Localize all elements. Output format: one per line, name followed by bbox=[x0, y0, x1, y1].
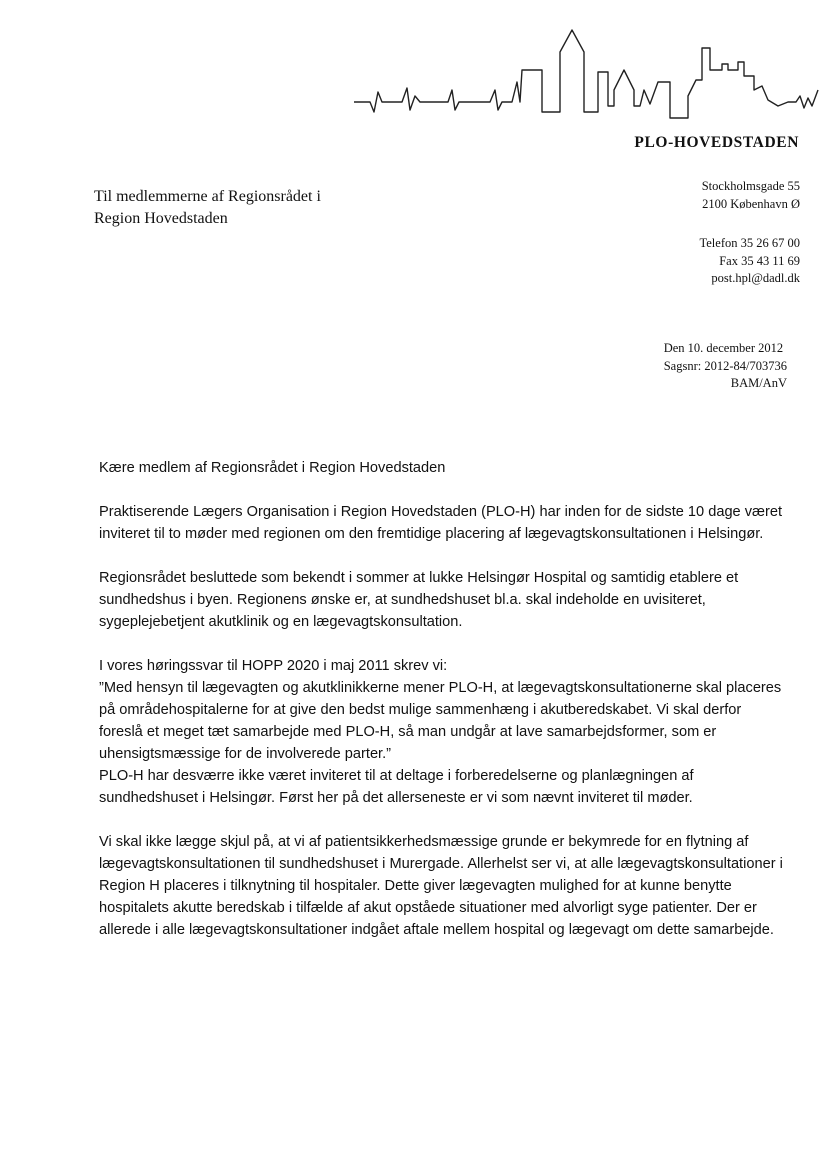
postal-city: 2100 København Ø bbox=[702, 196, 800, 211]
paragraph-3 bbox=[99, 655, 789, 809]
case-number: Sagsnr: 2012-84/703736 bbox=[663, 358, 787, 373]
street-address: Stockholmsgade 55 bbox=[701, 179, 800, 193]
author-initials: BAM/AnV bbox=[730, 376, 787, 390]
letter-meta bbox=[664, 340, 787, 393]
skyline-ecg-logo bbox=[352, 26, 822, 126]
recipient-line-1: Til medlemmerne af Regionsrådet i bbox=[94, 188, 321, 205]
salutation: Kære medlem af Regionsrådet i Region Hovedstaden bbox=[99, 460, 446, 476]
phone-number: Telefon 35 26 67 00 bbox=[699, 236, 800, 250]
paragraph-3-rest: PLO-H har desværre ikke været inviteret til at deltage i forberedelserne og planlægningen af sundhedshuset i Helsingør. Først her på det allerseneste er vi som nævnt inviteret til møder. bbox=[99, 768, 694, 806]
paragraph-2: Regionsrådet besluttede som bekendt i sommer at lukke Helsingør Hospital og samtidig etablere et sundhedshus i byen. Regionens ønske er, at sundhedshuset bl.a. skal indeholde en uvisiteret, sygeplejebetjent akutklinik og en lægevagtskonsultation. bbox=[99, 570, 739, 630]
contact-spacer bbox=[700, 213, 801, 235]
paragraph-3-intro: I vores høringssvar til HOPP 2020 i maj 2011 skrev vi: bbox=[99, 658, 448, 674]
recipient-address bbox=[94, 186, 321, 230]
letter-date: Den 10. december 2012 bbox=[663, 341, 784, 355]
letter-body bbox=[99, 457, 789, 963]
paragraph-3-quote: ”Med hensyn til lægevagten og akutklinikkerne mener PLO-H, at lægevagtskonsultationerne skal placeres på områdehospitalerne for at give den bedst mulige sammenhæng i akutberedskabet. Vi skal derfor foreslå et meget tæt samarbejde med PLO-H, så man undgår at lave samarbejdsformer, som er uhensigtsmæssige for de involverede parter.” bbox=[99, 680, 782, 762]
organization-name: PLO-HOVEDSTADEN bbox=[634, 134, 799, 151]
fax-number: Fax 35 43 11 69 bbox=[719, 253, 800, 268]
recipient-line-2: Region Hovedstaden bbox=[94, 210, 228, 227]
email-address: post.hpl@dadl.dk bbox=[711, 271, 800, 285]
paragraph-1: Praktiserende Lægers Organisation i Region Hovedstaden (PLO-H) har inden for de sidste 10 dage været inviteret til to møder med regionen om den fremtidige placering af lægevagtskonsultationen i Helsingør. bbox=[99, 504, 783, 542]
sender-contact bbox=[700, 178, 801, 288]
paragraph-4: Vi skal ikke lægge skjul på, at vi af patientsikkerhedsmæssige grunde er bekymrede for en flytning af lægevagtskonsultationen til sundhedshuset i Murergade. Allerhelst ser vi, at alle lægevagtskonsultationer i Region H placeres i tilknytning til hospitaler. Dette giver lægevagten mulighed for at kunne benytte hospitalets akutte beredskab i tilfælde af akut opståede situationer med alvorligt syge patienter. Der er allerede i alle lægevagtskonsultationer indgået aftale mellem hospital og lægevagt om dette samarbejde. bbox=[99, 834, 783, 938]
